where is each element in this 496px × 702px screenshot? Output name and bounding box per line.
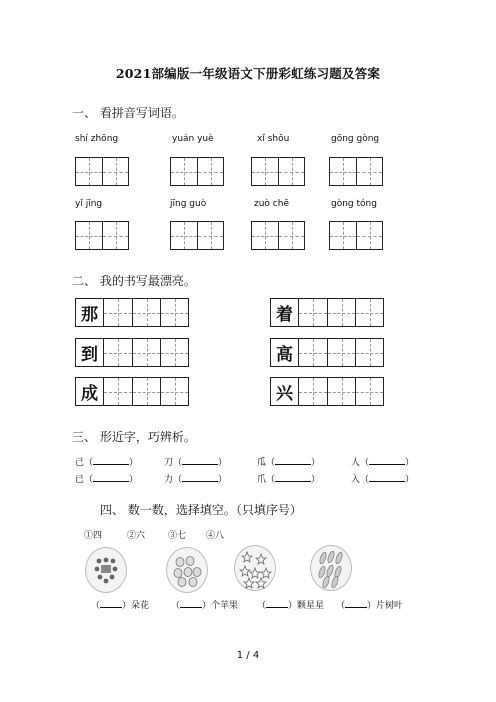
pinyin-label: zuò chē bbox=[254, 199, 289, 209]
count-answer-item[interactable]: （ ）个苹果 bbox=[171, 598, 238, 611]
writing-grid[interactable] bbox=[251, 157, 305, 186]
char-compare-item[interactable]: 瓜（ ） bbox=[257, 455, 320, 468]
char-compare-item[interactable]: 刀（ ） bbox=[164, 455, 227, 468]
char-compare-item[interactable]: 已（ ） bbox=[75, 472, 138, 485]
model-character: 着 bbox=[271, 299, 299, 326]
count-answer-item[interactable]: （ ）朵花 bbox=[91, 598, 149, 611]
section3-heading: 三、 形近字，巧辨析。 bbox=[72, 430, 196, 444]
option-label: ②六 bbox=[127, 531, 146, 541]
option-label: ③七 bbox=[168, 531, 187, 541]
copy-row[interactable] bbox=[270, 377, 384, 406]
copy-row[interactable] bbox=[270, 338, 384, 367]
star-plate-icon bbox=[234, 545, 276, 591]
model-character: 那 bbox=[76, 299, 104, 326]
pinyin-label: jīng guò bbox=[170, 199, 207, 209]
writing-grid[interactable] bbox=[329, 157, 383, 186]
count-answer-item[interactable]: （ ）片树叶 bbox=[336, 598, 403, 611]
pinyin-label: xǐ shǒu bbox=[257, 134, 290, 144]
writing-grid[interactable] bbox=[170, 157, 224, 186]
model-character: 高 bbox=[271, 339, 299, 366]
count-answer-item[interactable]: （ ）颗星星 bbox=[257, 598, 324, 611]
apple-plate-icon bbox=[166, 547, 208, 593]
section4-heading: 四、 数一数，选择填空。（只填序号） bbox=[100, 503, 302, 517]
copy-row[interactable] bbox=[75, 298, 189, 327]
char-compare-item[interactable]: 爪（ ） bbox=[257, 472, 320, 485]
model-character: 到 bbox=[76, 339, 104, 366]
char-compare-item[interactable]: 己（ ） bbox=[75, 455, 138, 468]
pinyin-label: shí zhōng bbox=[75, 134, 119, 144]
char-compare-item[interactable]: 入（ ） bbox=[351, 472, 414, 485]
writing-grid[interactable] bbox=[75, 221, 129, 250]
option-label: ④八 bbox=[206, 531, 225, 541]
pinyin-label: yǐ jīng bbox=[75, 199, 103, 209]
flower-plate-icon bbox=[85, 547, 127, 593]
copy-row[interactable] bbox=[75, 377, 189, 406]
char-compare-item[interactable]: 人（ ） bbox=[351, 455, 414, 468]
writing-grid[interactable] bbox=[329, 221, 383, 250]
page-title: 2021部编版一年级语文下册彩虹练习题及答案 bbox=[115, 66, 381, 81]
pinyin-label: gōng gòng bbox=[331, 134, 380, 144]
copy-row[interactable] bbox=[270, 298, 384, 327]
char-compare-item[interactable]: 力（ ） bbox=[164, 472, 227, 485]
section2-heading: 二、 我的书写最漂亮。 bbox=[72, 274, 196, 288]
model-character: 成 bbox=[76, 378, 104, 405]
copy-row[interactable] bbox=[75, 338, 189, 367]
pinyin-label: gòng tóng bbox=[331, 199, 377, 209]
writing-grid[interactable] bbox=[251, 221, 305, 250]
option-label: ①四 bbox=[84, 531, 103, 541]
model-character: 兴 bbox=[271, 378, 299, 405]
pinyin-label: yuán yuè bbox=[172, 134, 214, 144]
section1-heading: 一、 看拼音写词语。 bbox=[72, 106, 184, 120]
writing-grid[interactable] bbox=[75, 157, 129, 186]
page-number: 1 / 4 bbox=[236, 650, 260, 661]
writing-grid[interactable] bbox=[170, 221, 224, 250]
leaf-plate-icon bbox=[310, 545, 352, 591]
